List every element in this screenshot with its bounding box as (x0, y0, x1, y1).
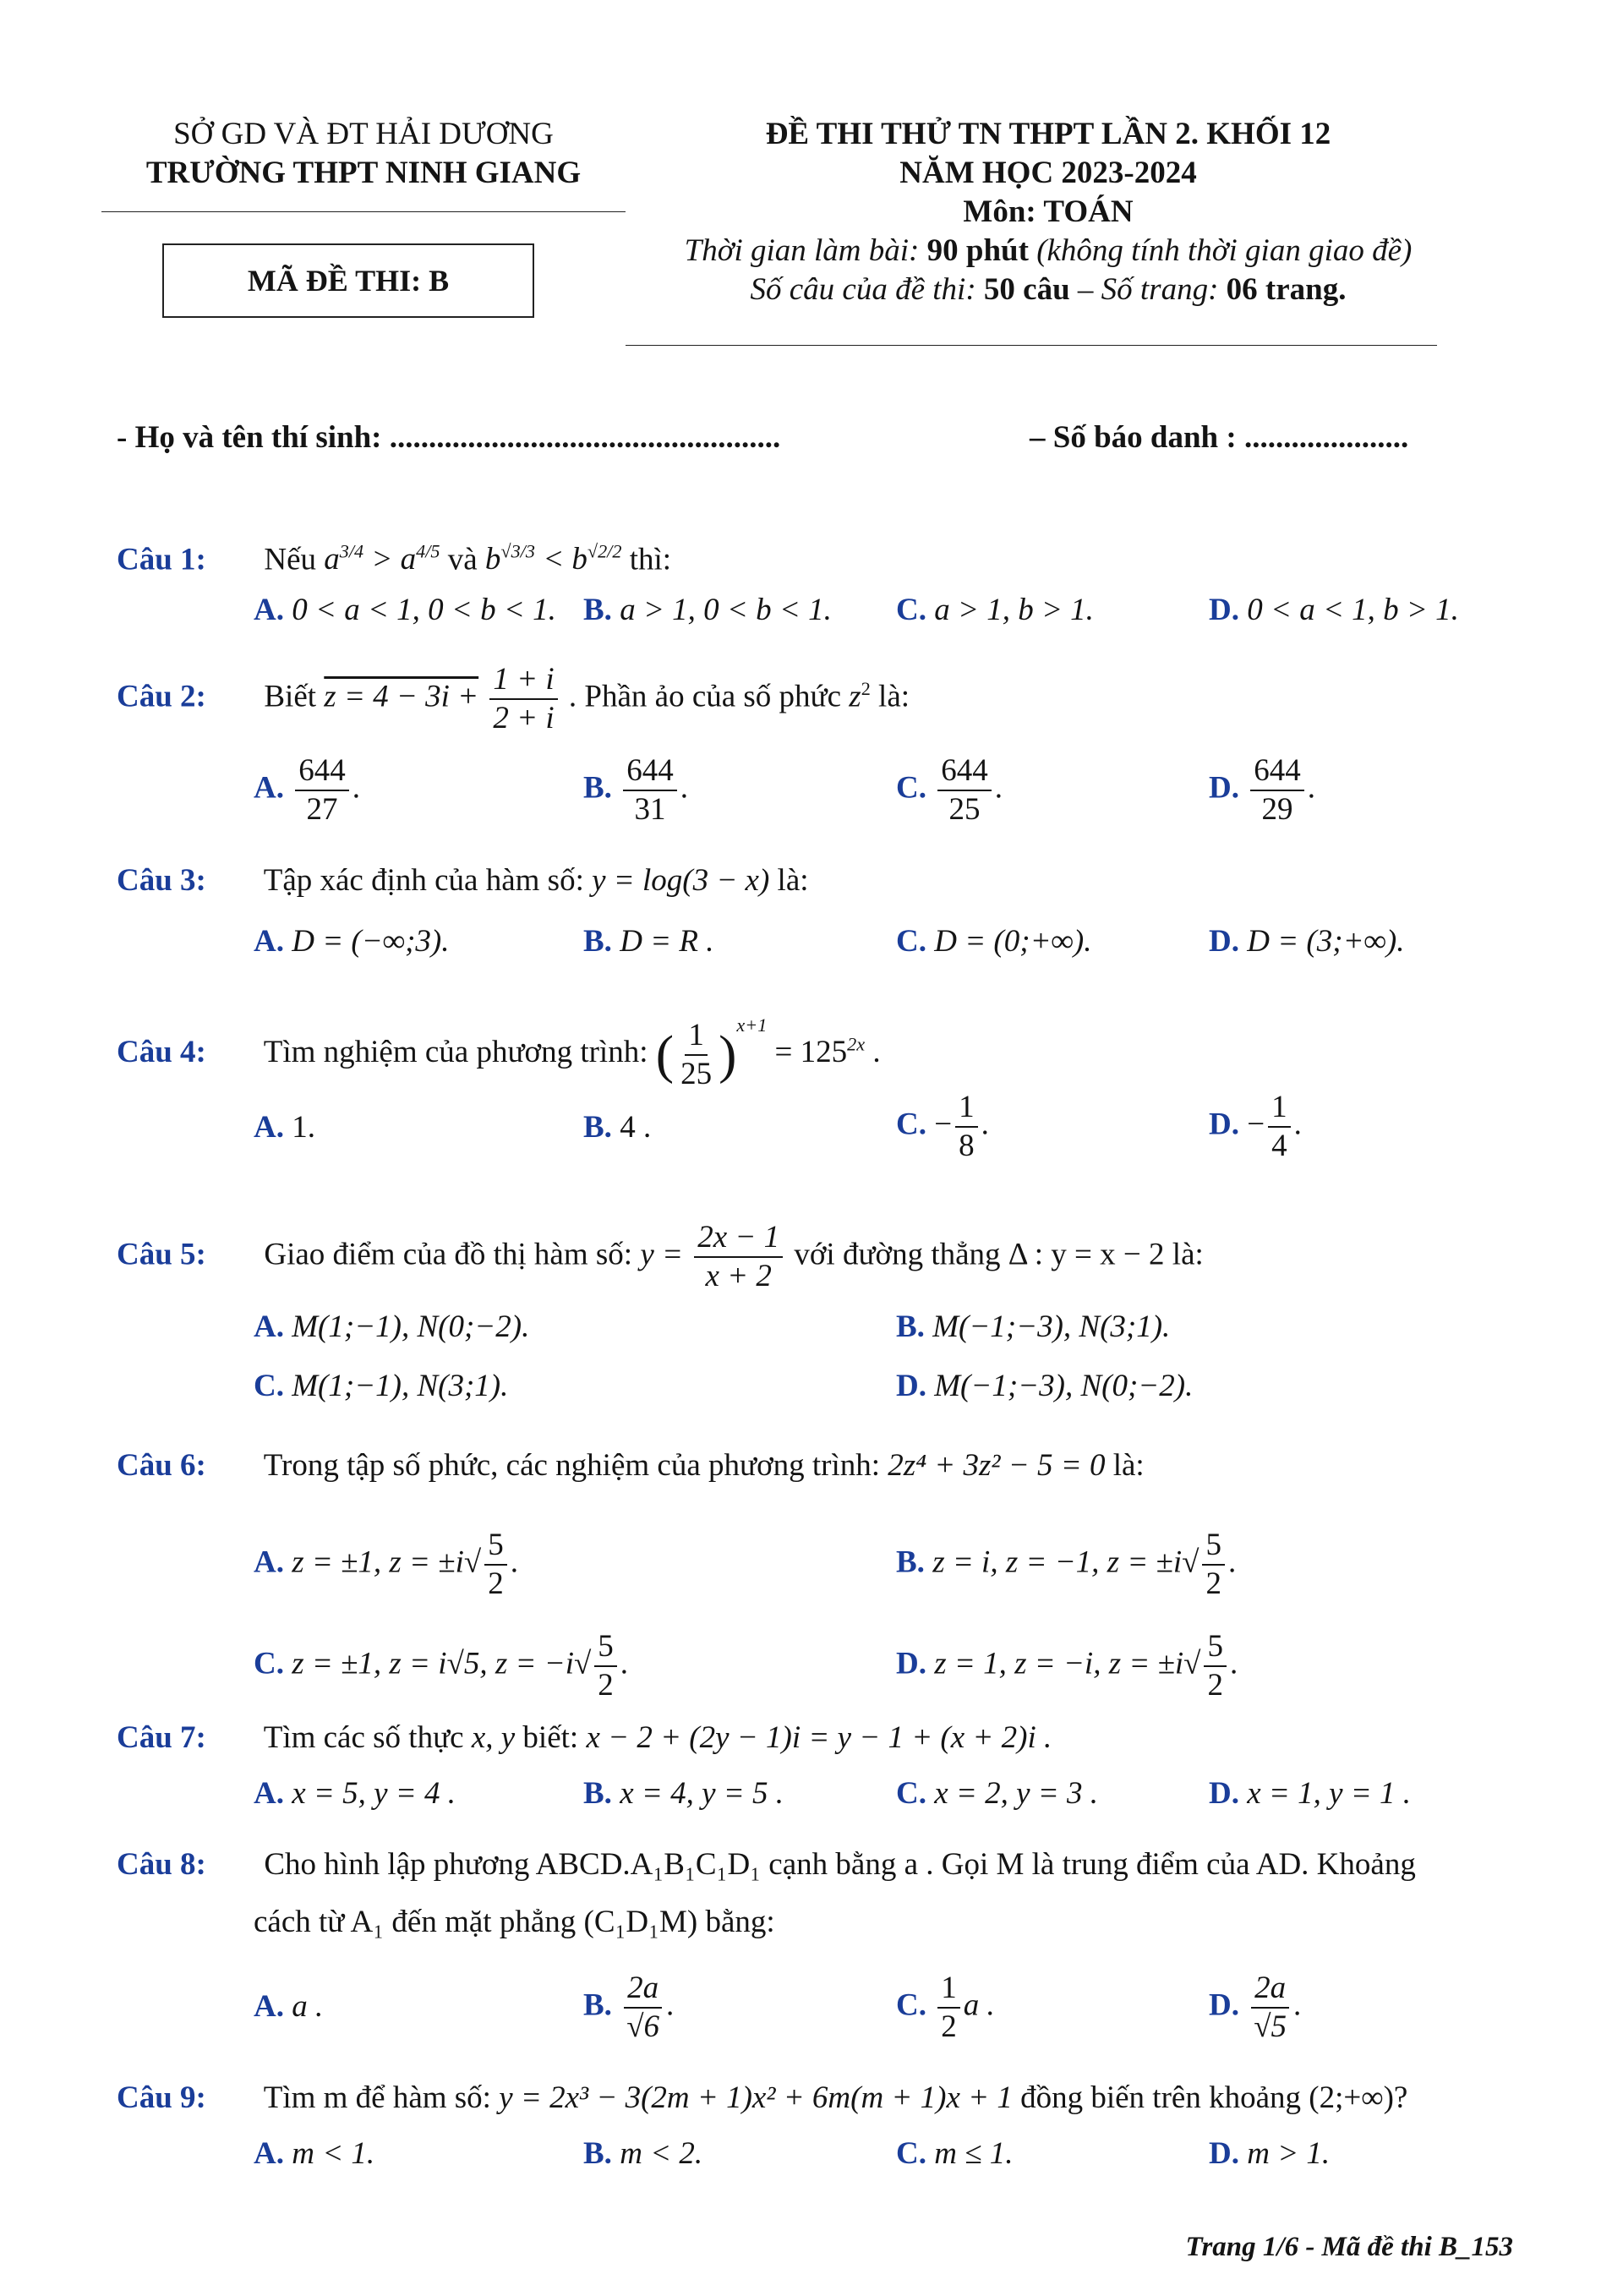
exam-title: ĐỀ THI THỬ TN THPT LẦN 2. KHỐI 12 (765, 117, 1331, 151)
q8-option-a[interactable]: A. a . (254, 1989, 324, 2024)
q1-option-b[interactable]: B. a > 1, 0 < b < 1. (583, 593, 832, 627)
q6-option-d[interactable]: D. z = 1, z = −i, z = ±i√ $\frac{5}{2}$ . (896, 1629, 1238, 1703)
q4-option-c[interactable]: C. − $\frac{1}{8}$ . (896, 1090, 989, 1163)
student-id-label: – Số báo danh : (1030, 420, 1244, 455)
school-name: TRƯỜNG THPT NINH GIANG (145, 156, 582, 190)
question-3: Câu 3: Tập xác định của hàm số: y = log(3 − x) là: (117, 863, 809, 898)
exam-code: MÃ ĐỀ THI: B (247, 264, 450, 298)
q6-option-b[interactable]: B. z = i, z = −1, z = ±i√ $\frac{5}{2}$ . (896, 1528, 1237, 1601)
question-1: Câu 1: Nếu $a^{3/4} > a^{4/5}$ và $b^{√3/3} < b^{√2/2}$ thì: (117, 541, 672, 577)
q9-option-b[interactable]: B. m < 2. (583, 2136, 703, 2171)
q9-option-a[interactable]: A. m < 1. (254, 2136, 375, 2171)
q5-option-a[interactable]: A. M(1;−1), N(0;−2). (254, 1309, 530, 1344)
q5-option-d[interactable]: D. M(−1;−3), N(0;−2). (896, 1369, 1194, 1403)
q4-option-a[interactable]: A. 1. (254, 1110, 315, 1145)
time-line: Thời gian làm bài: 90 phút (không tính thời gian giao đề) (684, 233, 1413, 268)
header-right-divider (626, 345, 1437, 346)
q9-option-d[interactable]: D. m > 1. (1209, 2136, 1331, 2171)
count-line: Số câu của đề thi: 50 câu – Số trang: 06 trang. (750, 272, 1347, 307)
question-5: Câu 5: Giao điểm của đồ thị hàm số: y = $\frac{2x - 1}{x + 2}$ với đường thẳng Δ : y = x − 2 là: (117, 1220, 1204, 1293)
q2-option-c[interactable]: C. $\frac{644}{25}$ . (896, 753, 1003, 827)
page-footer: Trang 1/6 - Mã đề thi B_153 (1185, 2232, 1513, 2262)
q7-option-b[interactable]: B. x = 4, y = 5 . (583, 1776, 784, 1811)
question-9: Câu 9: Tìm m để hàm số: y = 2x³ − 3(2m + 1)x² + 6m(m + 1)x + 1 đồng biến trên khoảng (2;+∞)? (117, 2080, 1408, 2115)
student-name-blank: .................................................. (389, 420, 781, 455)
header-left-divider (101, 211, 626, 212)
q3-option-c[interactable]: C. D = (0;+∞). (896, 924, 1092, 959)
q7-option-c[interactable]: C. x = 2, y = 3 . (896, 1776, 1099, 1811)
q5-option-b[interactable]: B. M(−1;−3), N(3;1). (896, 1309, 1171, 1344)
q4-option-b[interactable]: B. 4 . (583, 1110, 652, 1145)
q1-option-a[interactable]: A. 0 < a < 1, 0 < b < 1. (254, 593, 556, 627)
question-8: Câu 8: Cho hình lập phương ABCD.A₁B₁C₁D₁ cạnh bằng a . Gọi M là trung điểm của AD. Khoảng (117, 1847, 1416, 1882)
q2-option-d[interactable]: D. $\frac{644}{29}$ . (1209, 753, 1315, 827)
q8-option-d[interactable]: D. $\frac{2a}{√5}$ . (1209, 1971, 1302, 2044)
q9-option-c[interactable]: C. m ≤ 1. (896, 2136, 1014, 2171)
question-6: Câu 6: Trong tập số phức, các nghiệm của phương trình: 2z⁴ + 3z² − 5 = 0 là: (117, 1448, 1145, 1483)
q3-option-d[interactable]: D. D = (3;+∞). (1209, 924, 1405, 959)
department-name: SỞ GD VÀ ĐT HẢI DƯƠNG (173, 117, 554, 151)
header-left (93, 115, 634, 193)
header-right (626, 115, 1471, 309)
q6-option-c[interactable]: C. z = ±1, z = i√5, z = −i√ $\frac{5}{2}$ . (254, 1629, 629, 1703)
q8-option-b[interactable]: B. $\frac{2a}{√6}$ . (583, 1971, 675, 2044)
q7-option-d[interactable]: D. x = 1, y = 1 . (1209, 1776, 1412, 1811)
q1-option-c[interactable]: C. a > 1, b > 1. (896, 593, 1094, 627)
question-4: Câu 4: Tìm nghiệm của phương trình: ( $\frac{1}{25}$ )$^{x+1} = 125^{2x}$ . (117, 1014, 881, 1091)
q6-option-a[interactable]: A. z = ±1, z = ±i√ $\frac{5}{2}$ . (254, 1528, 518, 1601)
question-8-line2: cách từ A₁ đến mặt phẳng (C₁D₁M) bằng: (254, 1905, 775, 1939)
q5-option-c[interactable]: C. M(1;−1), N(3;1). (254, 1369, 509, 1403)
subject: Môn: TOÁN (963, 194, 1134, 229)
q2-option-b[interactable]: B. $\frac{644}{31}$ . (583, 753, 688, 827)
school-year: NĂM HỌC 2023-2024 (899, 156, 1197, 190)
q1-option-d[interactable]: D. 0 < a < 1, b > 1. (1209, 593, 1459, 627)
q8-option-c[interactable]: C. $\frac{1}{2}$ a . (896, 1971, 995, 2044)
exam-code-box (162, 243, 534, 318)
q3-option-b[interactable]: B. D = R . (583, 924, 714, 959)
q4-option-d[interactable]: D. − $\frac{1}{4}$ . (1209, 1090, 1302, 1163)
q3-option-a[interactable]: A. D = (−∞;3). (254, 924, 450, 959)
q7-option-a[interactable]: A. x = 5, y = 4 . (254, 1776, 456, 1811)
question-2: Câu 2: Biết z = 4 − 3i + $\frac{1 + i}{2 + i}$ . Phần ảo của số phức $z^2$ là: (117, 662, 910, 735)
student-id-blank: ..................... (1243, 420, 1409, 455)
student-id-line (1030, 419, 1408, 456)
question-7: Câu 7: Tìm các số thực x, y biết: x − 2 + (2y − 1)i = y − 1 + (x + 2)i . (117, 1720, 1052, 1755)
q2-option-a[interactable]: A. $\frac{644}{27}$ . (254, 753, 360, 827)
student-name-label: - Họ và tên thí sinh: (117, 420, 390, 455)
student-name-line (117, 419, 780, 456)
